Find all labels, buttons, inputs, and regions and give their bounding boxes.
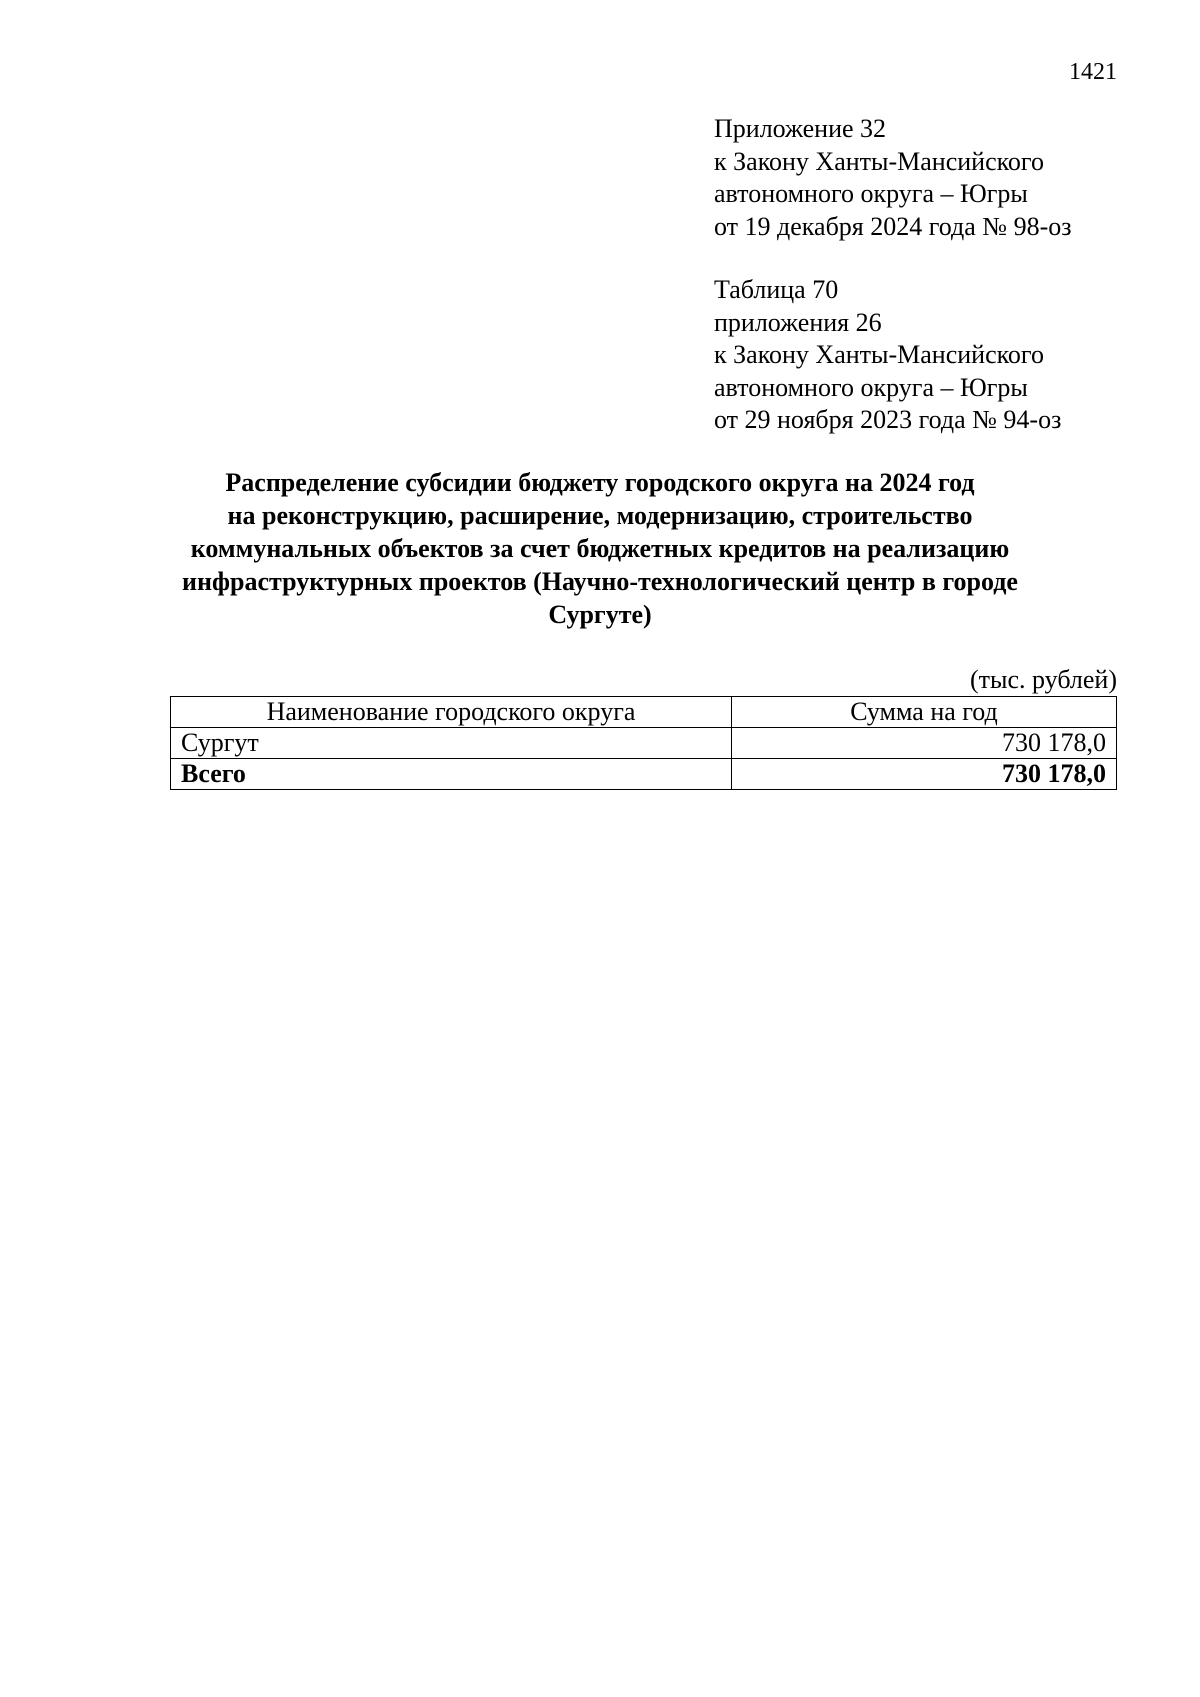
total-label-cell: Всего bbox=[171, 759, 732, 790]
subsidy-table bbox=[170, 696, 1117, 790]
table-reference-line: Таблица 70 bbox=[714, 275, 839, 304]
title-line: на реконструкцию, расширение, модернизацию, строительство bbox=[227, 501, 973, 530]
title-line: коммунальных объектов за счет бюджетных кредитов на реализацию bbox=[190, 534, 1010, 563]
appendix-line: автономного округа – Югры bbox=[714, 179, 1028, 208]
table-header-row bbox=[171, 697, 1117, 728]
appendix-line: к Закону Ханты-Мансийского bbox=[714, 146, 1044, 176]
amount-cell: 730 178,0 bbox=[732, 728, 1117, 759]
units-note: (тыс. рублей) bbox=[969, 665, 1117, 694]
table-reference-line: к Закону Ханты-Мансийского bbox=[714, 340, 1044, 369]
table-reference-block bbox=[714, 274, 1061, 437]
title-line: Сургуте) bbox=[548, 600, 652, 629]
total-row bbox=[171, 759, 1117, 790]
appendix-line: Приложение 32 bbox=[714, 114, 887, 143]
district-name-cell: Сургут bbox=[171, 728, 732, 759]
appendix-reference-block bbox=[714, 113, 1072, 243]
document-title bbox=[150, 466, 1050, 631]
table-row bbox=[171, 728, 1117, 759]
total-amount-cell: 730 178,0 bbox=[732, 759, 1117, 790]
title-line: инфраструктурных проектов (Научно-технологический центр в городе bbox=[182, 567, 1018, 596]
appendix-line: от 19 декабря 2024 года № 98-оз bbox=[714, 211, 1072, 241]
table-reference-line: автономного округа – Югры bbox=[714, 372, 1028, 402]
page-number: 1421 bbox=[1069, 59, 1117, 85]
table-reference-line: от 29 ноября 2023 года № 94-оз bbox=[714, 405, 1062, 434]
table-reference-line: приложения 26 bbox=[714, 307, 882, 337]
header-district-name: Наименование городского округа bbox=[171, 697, 732, 728]
header-annual-amount: Сумма на год bbox=[732, 697, 1117, 728]
title-line: Распределение субсидии бюджету городского округа на 2024 год bbox=[225, 468, 975, 497]
